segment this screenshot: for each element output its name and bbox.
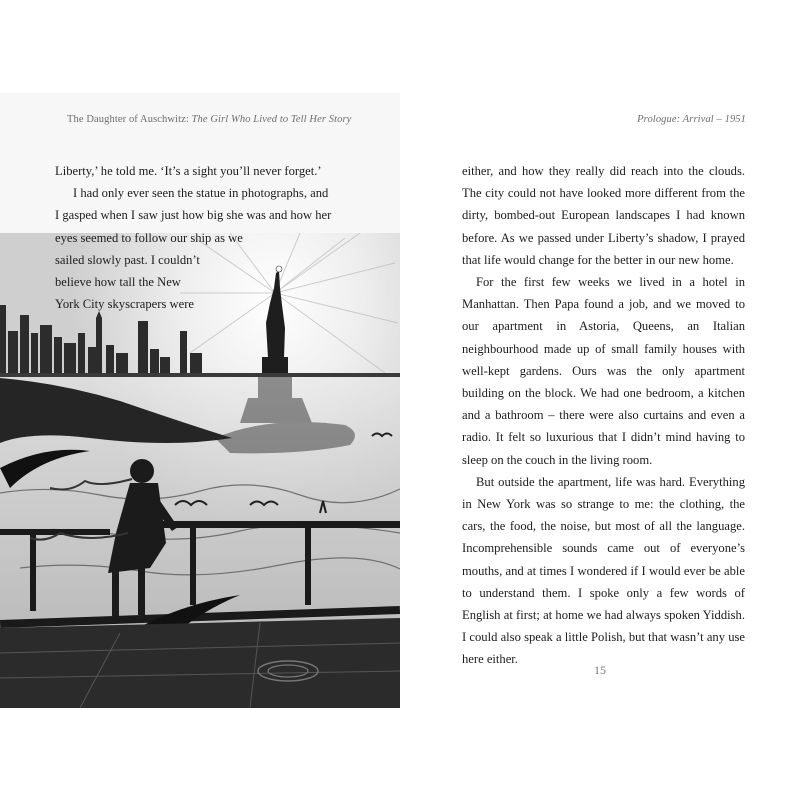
- text-line: I had only ever seen the statue in photographs, and: [73, 186, 329, 201]
- text-line: I gasped when I saw just how big she was and how her: [55, 208, 332, 223]
- text-line: believe how tall the New: [55, 275, 181, 290]
- left-page-text: [55, 160, 345, 315]
- text-line: sailed slowly past. I couldn’t: [55, 252, 200, 267]
- text-line: York City skyscrapers were: [55, 297, 194, 312]
- running-head-chapter: Prologue: Arrival – 1951: [637, 114, 746, 125]
- running-head-right: [637, 114, 746, 125]
- text-line: eyes seemed to follow our ship as we: [55, 230, 243, 245]
- paragraph: For the first few weeks we lived in a hotel in Manhattan. Then Papa found a job, and we moved to our apartment in Astoria, Queens, an Italian neighbourhood made up of small family houses with well-kept gardens. Ours was the only apartment building on the block. We had one bedroom, a kitchen and a bathroom – there were also curtains and even a radio. It felt so luxurious that I didn’t mind having to sleep on the couch in the living room.: [462, 275, 745, 467]
- book-spread: [0, 93, 800, 708]
- left-page: [0, 93, 400, 708]
- page-number: 15: [594, 663, 606, 677]
- paragraph: But outside the apartment, life was hard. Everything in New York was so strange to me: the clothing, the cars, the food, the noise, but most of all the language. Incomprehensible sounds came out of everyone’s mouths, and at times I wondered if I would ever be able to understand them. I spoke only a few words of English at first; at home we had always spoken Yiddish. I could also speak a little Polish, but that wasn’t any use here either.: [462, 474, 745, 667]
- running-head-subtitle: The Girl Who Lived to Tell Her Story: [191, 114, 352, 125]
- running-head-book-title: The Daughter of Auschwitz:: [67, 114, 192, 125]
- text-line: Liberty,’ he told me. ‘It’s a sight you’ll never forget.’: [55, 164, 322, 178]
- right-page: [400, 93, 800, 708]
- running-head-left: [67, 114, 351, 125]
- paragraph: either, and how they really did reach into the clouds. The city could not have looked more different from the dirty, bombed-out European landscapes I had known before. As we passed under Liberty’s shadow, I prayed that life would change for the better in our new home.: [462, 164, 745, 267]
- right-page-text: [462, 160, 745, 671]
